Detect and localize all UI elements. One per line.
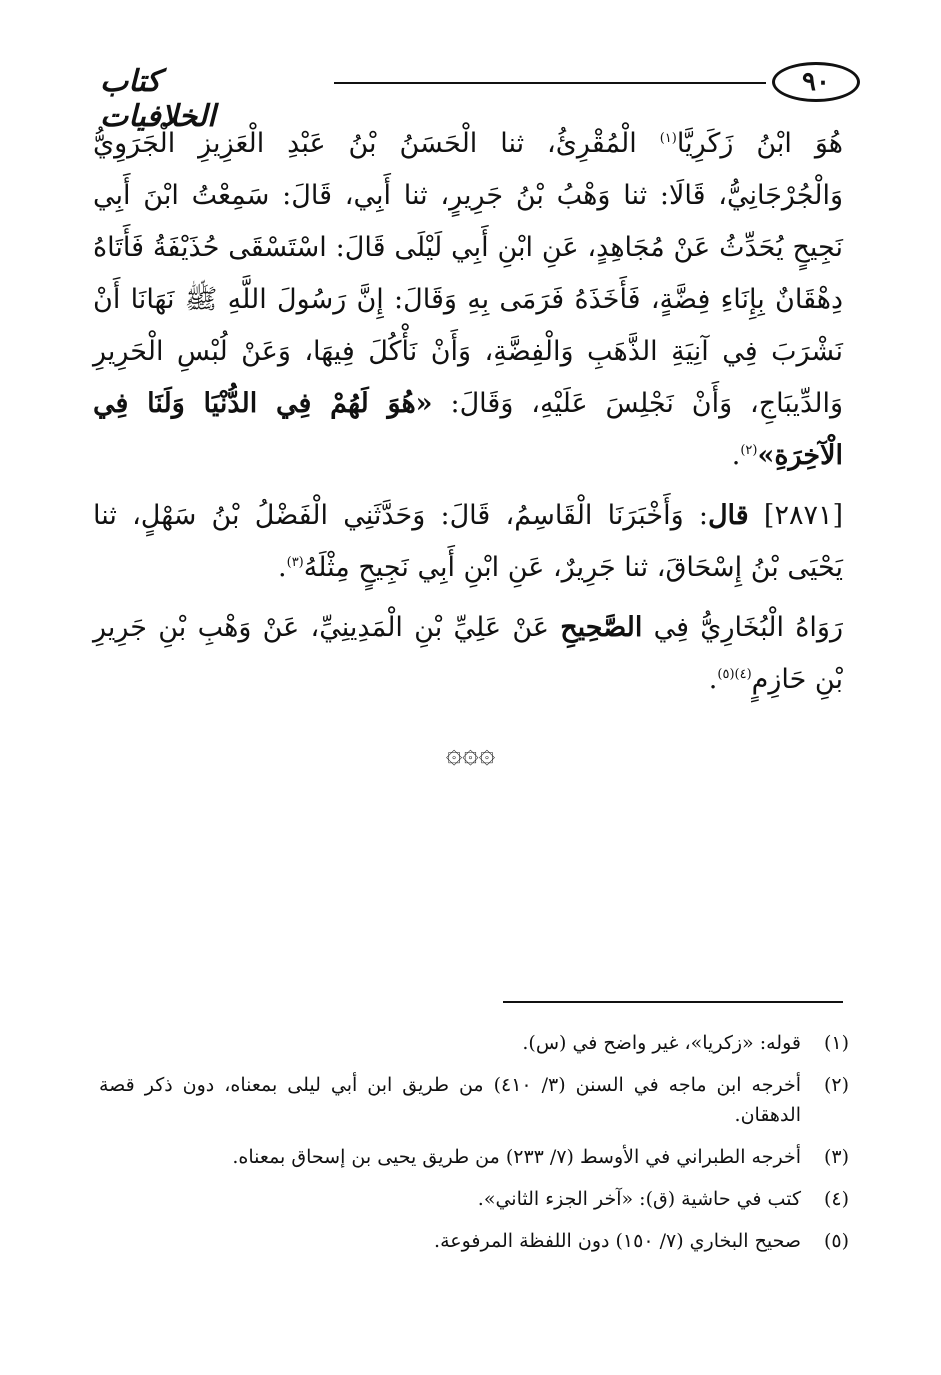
footnote bbox=[99, 1184, 849, 1214]
page-number: ٩٠ bbox=[772, 62, 860, 102]
footnote-text: صحيح البخاري (٧/ ١٥٠) دون اللفظة المرفوعة. bbox=[434, 1230, 801, 1252]
paragraph bbox=[93, 602, 843, 706]
header-rule bbox=[334, 82, 766, 84]
text-segment: الْمُقْرِئُ، ثنا الْحَسَنُ بْنُ عَبْدِ الْعَزِيزِ الْجَرَوِيُّ وَالْجُرْجَانِيُّ، قَالَا: ثنا وَهْبُ بْنُ جَرِيرٍ، ثنا أَبِي، قَالَ: سَمِعْتُ ابْنَ أَبِي نَجِيحٍ يُحَدِّثُ عَنْ مُجَاهِدٍ، عَنِ ابْنِ أَبِي لَيْلَى قَالَ: اسْتَسْقَى حُذَيْفَةُ فَأَتَاهُ دِهْقَانٌ بِإِنَاءِ فِضَّةٍ، فَأَخَذَهُ فَرَمَى بِهِ وَقَالَ: إِنَّ رَسُولَ اللَّهِ ﷺ نَهَانَا أَنْ نَشْرَبَ فِي آنِيَةِ الذَّهَبِ وَالْفِضَّةِ، وَأَنْ نَأْكُلَ فِيهَا، وَعَنْ لُبْسِ الْحَرِيرِ وَالدِّيبَاجِ، وَأَنْ نَجْلِسَ عَلَيْهِ، وَقَالَ: bbox=[93, 128, 843, 419]
text-segment: عَنْ عَلِيِّ بْنِ الْمَدِينِيِّ، عَنْ وَهْبِ بْنِ جَرِيرِ بْنِ حَازِمٍ bbox=[93, 612, 843, 695]
text-segment: هُوَ ابْنُ زَكَرِيَّا bbox=[676, 128, 844, 159]
text-segment: : وَأَخْبَرَنَا الْقَاسِمُ، قَالَ: وَحَدَّثَنِي الْفَضْلُ بْنُ سَهْلٍ، ثنا يَحْيَى بْنُ إِسْحَاقَ، ثنا جَرِيرٌ، عَنِ ابْنِ أَبِي نَجِيحٍ مِثْلَهُ bbox=[93, 500, 843, 583]
text-segment: . bbox=[278, 552, 287, 583]
emphasized-text: «هُوَ لَهُمْ فِي الدُّنْيَا وَلَنَا فِي الْآخِرَةِ» bbox=[93, 388, 843, 471]
emphasized-text: الصَّحِيحِ bbox=[560, 612, 643, 643]
footnote-number: (٣) bbox=[823, 1146, 849, 1168]
ornament-divider: ۞۞۞ bbox=[445, 736, 496, 769]
footnote-text: كتب في حاشية (ق): «آخر الجزء الثاني». bbox=[477, 1188, 801, 1210]
text-segment: رَوَاهُ الْبُخَارِيُّ فِي bbox=[642, 612, 843, 643]
footnotes bbox=[99, 1028, 849, 1268]
book-title: كتاب الخلافيات bbox=[100, 64, 216, 134]
footnote-rule bbox=[503, 1001, 843, 1003]
footnote-number: (٥) bbox=[823, 1230, 849, 1252]
main-text bbox=[93, 118, 843, 714]
paragraph bbox=[93, 490, 843, 594]
footnote-marker: (١) bbox=[659, 131, 677, 146]
footnote-text: أخرجه الطبراني في الأوسط (٧/ ٢٣٣) من طريق يحيى بن إسحاق بمعناه. bbox=[232, 1146, 801, 1168]
footnote-marker: (٤)(٥) bbox=[717, 667, 752, 682]
footnote-marker: (٢) bbox=[740, 443, 758, 458]
footnote-number: (٢) bbox=[823, 1074, 849, 1096]
paragraph bbox=[93, 118, 843, 482]
footnote-text: أخرجه ابن ماجه في السنن (٣/ ٤١٠) من طريق ابن أبي ليلى بمعناه، دون ذكر قصة الدهقان. bbox=[99, 1074, 801, 1126]
footnote-number: (٤) bbox=[823, 1188, 849, 1210]
text-segment: . bbox=[708, 664, 718, 695]
footnote bbox=[99, 1070, 849, 1130]
footnote bbox=[99, 1226, 849, 1256]
emphasized-text: قال bbox=[707, 500, 749, 531]
footnote bbox=[99, 1142, 849, 1172]
page-header bbox=[100, 62, 860, 134]
text-segment: . bbox=[731, 440, 741, 471]
footnote-marker: (٣) bbox=[286, 555, 304, 570]
footnote-text: قوله: «زكريا»، غير واضح في (س). bbox=[522, 1032, 801, 1054]
footnote bbox=[99, 1028, 849, 1058]
text-segment: [٢٨٧١] bbox=[748, 500, 843, 531]
footnote-number: (١) bbox=[823, 1032, 849, 1054]
